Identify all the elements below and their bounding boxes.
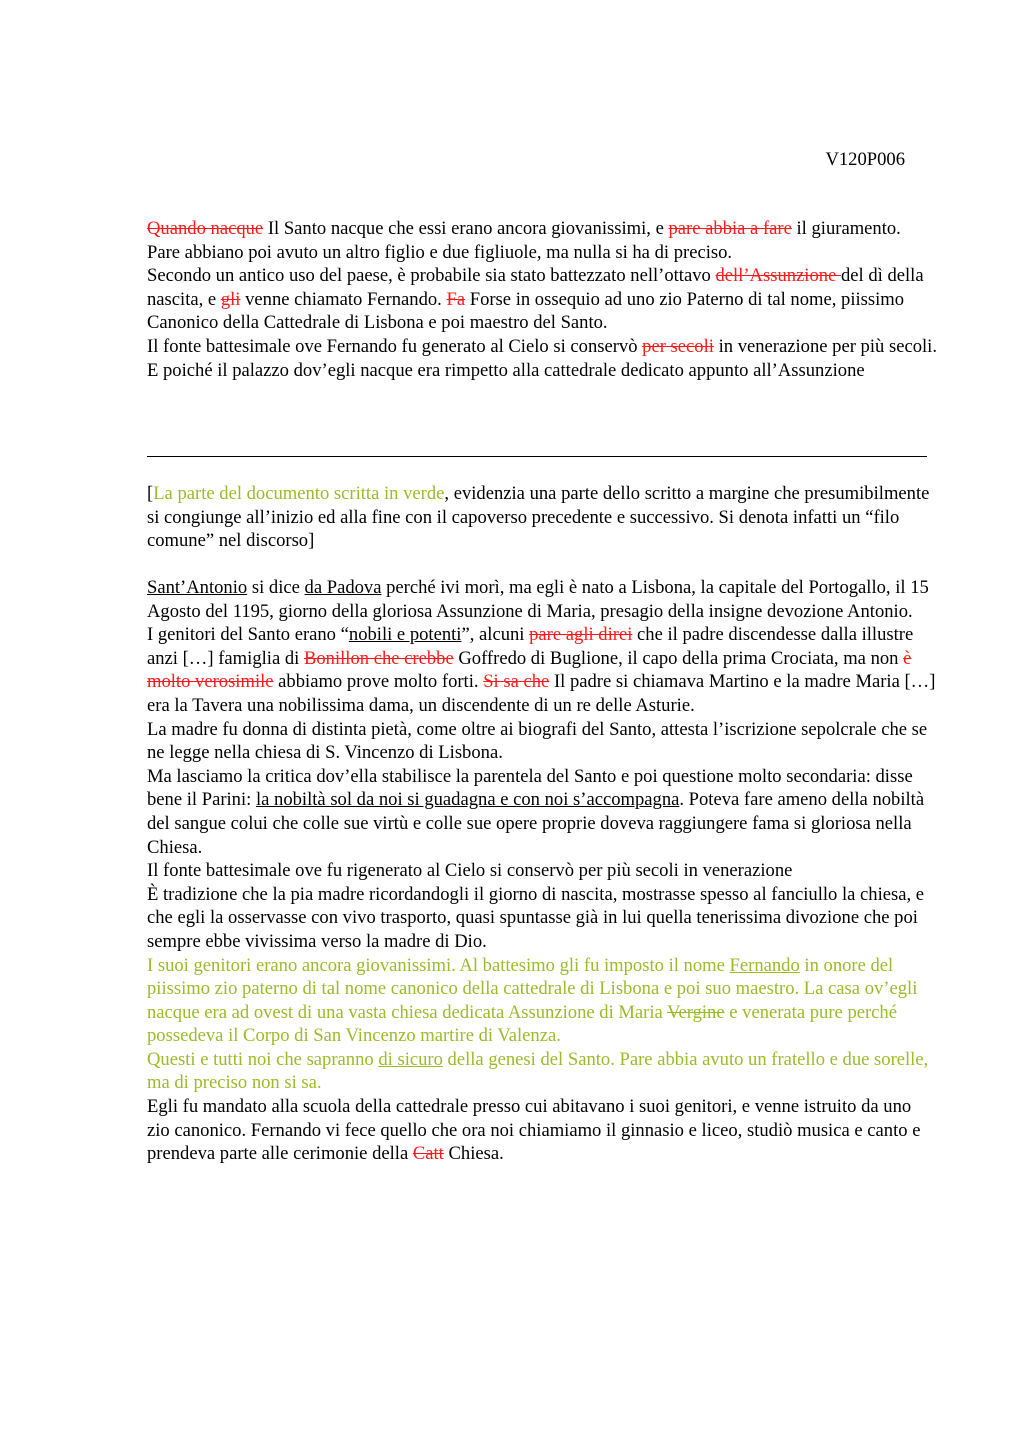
underlined-text: nobili e potenti (348, 624, 462, 646)
text-run: si dice (247, 577, 305, 598)
deleted-text: Vergine (667, 1001, 725, 1023)
deleted-text: dell’Assunzione (715, 265, 841, 287)
text-run: della genesi del Santo. Pare abbia avuto un fratello e due sorelle, ma di preciso non si sa. (147, 1048, 929, 1094)
deleted-text: gli (220, 288, 241, 310)
text-run: I genitori del Santo erano “ (147, 624, 349, 646)
text-run: che il padre discendesse dalla illustre anzi […] famiglia di (147, 624, 914, 669)
deleted-text: pare abbia a fare (668, 218, 792, 239)
text-run: . Poteva fare ameno della nobiltà del sangue colui che colle sue virtù e colle sue opere proprie doveva raggiungere fama si gloriosa nella Chiesa. (147, 789, 925, 858)
text-run: il giuramento. (791, 218, 901, 239)
text-run: , evidenzia una parte dello scritto a margine che presumibilmente si congiunge all’inizio ed alla fine con il capoverso precedente e successivo. Si denota infatti un “filo comune” nel discorso] (147, 483, 930, 552)
text-run: Secondo un antico uso del paese, è probabile sia stato battezzato nell’ottavo (147, 265, 716, 287)
underlined-text: di sicuro (378, 1048, 443, 1070)
underlined-text: Fernando (729, 954, 800, 976)
text-run: I suoi genitori erano ancora giovanissimi. Al battesimo gli fu imposto il nome (147, 954, 730, 976)
text-run: abbiamo prove molto forti. (273, 671, 484, 693)
paragraph (147, 1095, 937, 1166)
text-run: in venerazione per più secoli. E poiché il palazzo dov’egli nacque era rimpetto alla cattedrale dedicato appunto all’Assunzione (147, 335, 937, 381)
text-run: Ma lasciamo la critica dov’ella stabilisce la parentela del Santo e poi questione molto secondaria: disse bene il Parini: (147, 765, 913, 811)
deleted-text: Bonillon che crebbe (303, 647, 454, 669)
paragraph (147, 335, 937, 382)
text-run: venne chiamato Fernando. (240, 288, 447, 310)
paragraph: La madre fu donna di distinta pietà, come oltre ai biografi del Santo, attesta l’iscrizione sepolcrale che se ne legge nella chiesa di S. Vincenzo di Lisbona. (147, 718, 928, 764)
green-text: La parte del documento scritta in verde (153, 483, 445, 504)
deleted-text: Quando nacque (147, 218, 264, 239)
paragraph: Pare abbiano poi avuto un altro figlio e due figliuole, ma nulla si ha di preciso. (147, 241, 733, 263)
text-run: Il Santo nacque che essi erano ancora giovanissimi, e (263, 218, 669, 239)
text-run: [ (147, 483, 154, 504)
main-section (147, 576, 937, 1166)
underlined-text: Sant’Antonio (147, 577, 248, 598)
text-run: Il padre si chiamava Martino e la madre Maria […] era la Tavera una nobilissima dama, un discendente di un re delle Asturie. (147, 671, 936, 716)
text-run: Egli fu mandato alla scuola della cattedrale presso cui abitavano i suoi genitori, e venne istruito da uno zio canonico. Fernando vi fece quello che ora noi chiamiamo il ginnasio e liceo, studiò musica e canto e prendeva parte alle cerimonie della (147, 1096, 921, 1165)
paragraph (147, 623, 937, 717)
editor-note (147, 482, 937, 553)
green-paragraph (147, 1048, 937, 1095)
deleted-text: Si sa che (483, 671, 550, 693)
deleted-text: pare agli direi (529, 624, 633, 646)
paragraph (147, 765, 937, 859)
text-run: ”, alcuni (461, 624, 530, 646)
text-run: Questi e tutti noi che sapranno (147, 1048, 379, 1070)
first-section (147, 217, 937, 382)
deleted-text: Fa (446, 288, 466, 310)
text-run: Il fonte battesimale ove Fernando fu generato al Cielo si conservò (147, 335, 643, 357)
deleted-text: Catt (412, 1143, 444, 1165)
text-run: e venerata pure perché possedeva il Corpo di San Vincenzo martire di Valenza. (147, 1001, 897, 1047)
paragraph: È tradizione che la pia madre ricordandogli il giorno di nascita, mostrasse spesso al fanciullo la chiesa, e che egli la osservasse con vivo trasporto, quasi spuntasse già in lui quella tenerissima divozione che poi sempre ebbe vivissima verso la madre di Dio. (147, 883, 925, 952)
paragraph (147, 576, 937, 623)
text-run: in onore del piissimo zio paterno di tal nome canonico della cattedrale di Lisbona e poi suo maestro. La casa ov’egli nacque era ad ovest di una vasta chiesa dedicata Assunzione di Maria (147, 954, 918, 1023)
underlined-quote: la nobiltà sol da noi si guadagna e con noi s’accompagna (255, 789, 680, 811)
text-run: Chiesa. (443, 1143, 504, 1165)
paragraph (147, 217, 937, 241)
text-run: del dì della nascita, e (147, 265, 924, 310)
horizontal-divider (147, 456, 927, 457)
deleted-text: per secoli (642, 335, 714, 357)
text-run: perché ivi morì, ma egli è nato a Lisbona, la capitale del Portogallo, il 15 Agosto del 1195, giorno della gloriosa Assunzione di Maria, presagio della insigne devozione Antonio. (147, 577, 929, 622)
paragraph (147, 264, 937, 335)
text-run: Forse in ossequio ad uno zio Paterno di tal nome, piissimo Canonico della Cattedrale di Lisbona e poi maestro del Santo. (147, 288, 905, 334)
deleted-text: è molto verosimile (147, 647, 912, 693)
text-run: Goffredo di Buglione, il capo della prima Crociata, ma non (453, 647, 904, 669)
underlined-text: da Padova (304, 577, 382, 598)
paragraph (147, 482, 937, 553)
green-paragraph (147, 954, 937, 1048)
paragraph: Il fonte battesimale ove fu rigenerato al Cielo si conservò per più secoli in venerazione (147, 860, 793, 882)
document-id: V120P006 (825, 149, 905, 170)
